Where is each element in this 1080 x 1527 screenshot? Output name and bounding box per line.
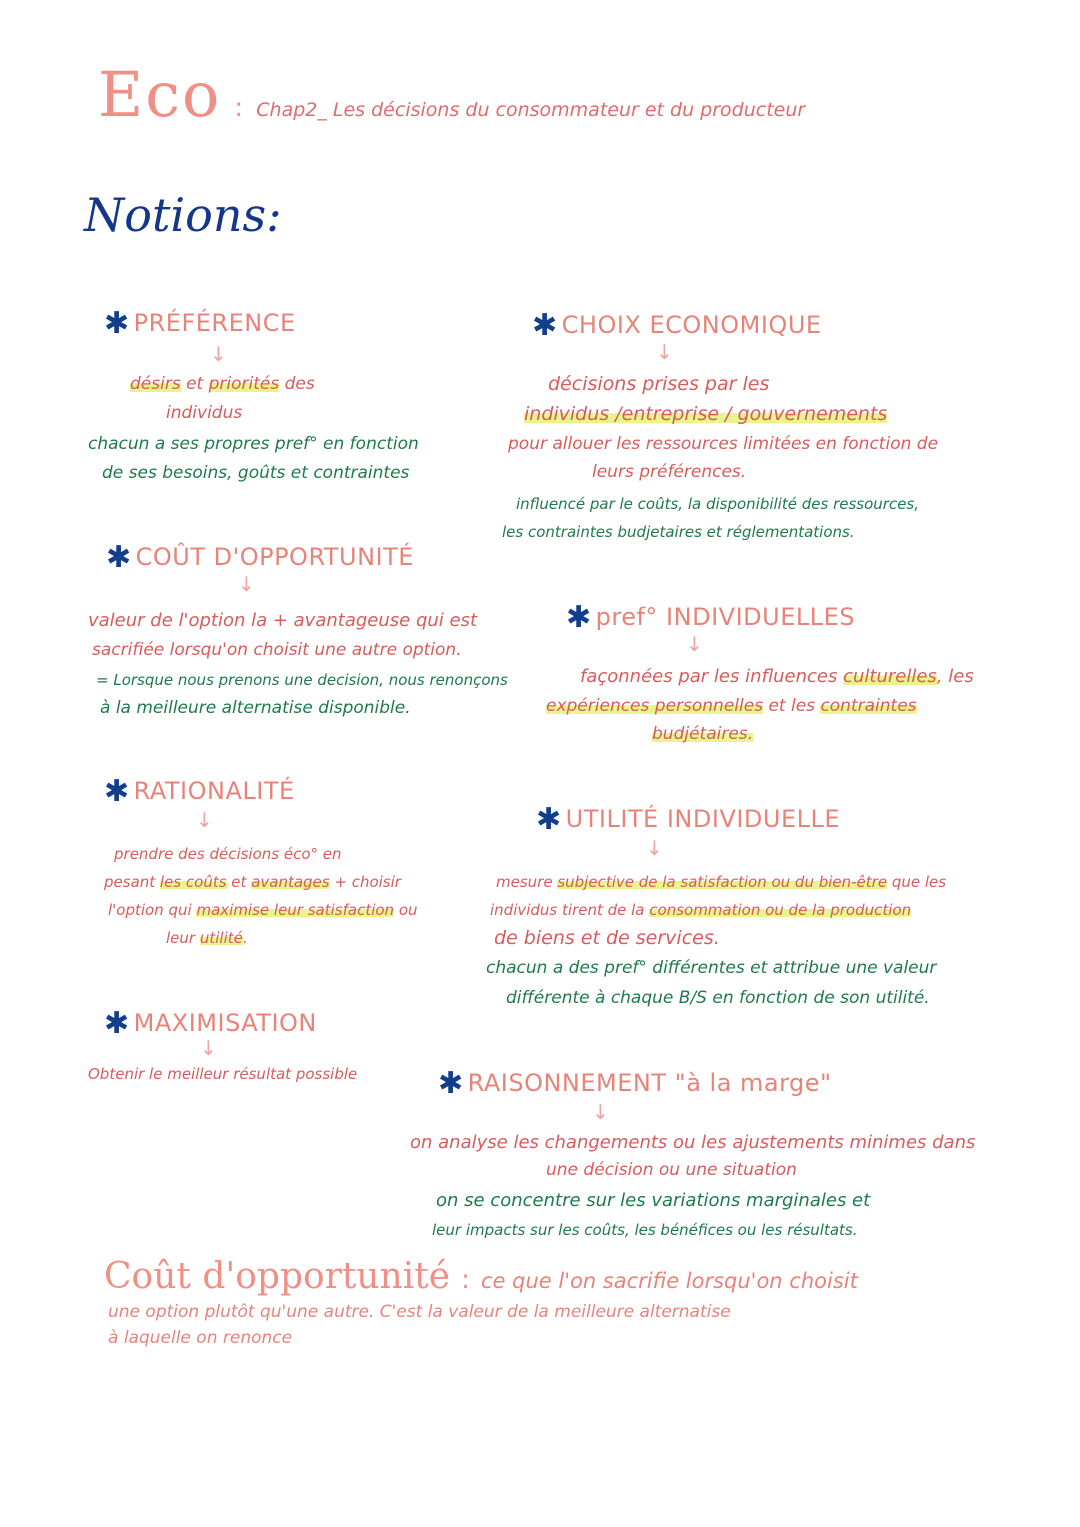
footer-term: Coût d'opportunité xyxy=(104,1256,451,1297)
utilite-title: UTILITÉ INDIVIDUELLE xyxy=(565,805,841,833)
text: , les xyxy=(936,666,974,687)
footer-def-line1: ce que l'on sacrifie lorsqu'on choisit xyxy=(480,1269,858,1293)
hl-subjective: subjective de la satisfaction ou du bien-être xyxy=(557,873,888,891)
asterisk-icon: ✱ xyxy=(566,600,592,635)
section-utilite xyxy=(536,802,840,837)
hl-desirs: désirs xyxy=(130,374,181,394)
hl-maximise: maximise leur satisfaction xyxy=(196,901,395,919)
choix-title: CHOIX ECONOMIQUE xyxy=(561,311,822,339)
title-colon: : xyxy=(234,93,244,123)
asterisk-icon: ✱ xyxy=(104,774,130,809)
arrow-down-icon: ↓ xyxy=(646,836,663,860)
raisonnement-line3: on se concentre sur les variations marginales et xyxy=(436,1190,871,1211)
hl-utilite: utilité xyxy=(199,929,243,947)
preference-note-line1: chacun a ses propres pref° en fonction xyxy=(88,434,419,454)
utilite-line1 xyxy=(496,868,946,896)
text: + choisir xyxy=(329,873,401,891)
text: . xyxy=(242,929,248,947)
title-eco: Eco xyxy=(98,58,222,131)
section-cout xyxy=(106,540,414,575)
hl-priorites: priorités xyxy=(208,374,280,394)
choix-line3: pour allouer les ressources limitées en fonction de xyxy=(508,434,939,454)
preference-def-line1 xyxy=(130,370,315,399)
hl-agents: individus /entreprise / gouvernements xyxy=(524,403,888,425)
chapter-subtitle: Chap2_ Les décisions du consommateur et du producteur xyxy=(256,99,806,121)
hl-avantages: avantages xyxy=(251,873,330,891)
rationalite-line4 xyxy=(166,924,248,952)
pref-ind-line2 xyxy=(546,692,917,721)
cout-line4: à la meilleure alternatise disponible. xyxy=(100,698,411,718)
pref-ind-line3 xyxy=(652,720,753,749)
utilite-line2 xyxy=(490,896,911,924)
choix-line1: décisions prises par les xyxy=(548,373,770,395)
hl-couts: les coûts xyxy=(159,873,227,891)
asterisk-icon: ✱ xyxy=(532,308,558,343)
arrow-down-icon: ↓ xyxy=(238,572,255,596)
cout-line2: sacrifiée lorsqu'on choisit une autre option. xyxy=(92,640,462,660)
notions-heading: Notions: xyxy=(84,188,282,242)
footer-definition xyxy=(104,1256,858,1297)
section-pref-individuelles xyxy=(566,600,855,635)
choix-line6: les contraintes budjetaires et réglementations. xyxy=(502,523,855,541)
hl-culturelles: culturelles xyxy=(843,666,937,687)
preference-def-line2: individus xyxy=(166,403,243,423)
text: façonnées par les influences xyxy=(580,666,844,687)
cout-line1: valeur de l'option la + avantageuse qui est xyxy=(88,610,478,631)
pref-ind-line1 xyxy=(580,662,974,691)
text: individus tirent de la xyxy=(490,901,650,919)
asterisk-icon: ✱ xyxy=(536,802,562,837)
rationalite-title: RATIONALITÉ xyxy=(133,777,295,805)
choix-line5: influencé par le coûts, la disponibilité des ressources, xyxy=(516,495,920,513)
arrow-down-icon: ↓ xyxy=(200,1036,217,1060)
raisonnement-line2: une décision ou une situation xyxy=(546,1160,797,1180)
text: et xyxy=(180,374,209,394)
raisonnement-title: RAISONNEMENT "à la marge" xyxy=(467,1069,832,1097)
pref-ind-title: pref° INDIVIDUELLES xyxy=(595,603,855,631)
section-choix xyxy=(532,308,822,343)
arrow-down-icon: ↓ xyxy=(656,340,673,364)
section-rationalite xyxy=(104,774,295,809)
section-raisonnement xyxy=(438,1066,832,1101)
raisonnement-line1: on analyse les changements ou les ajustements minimes dans xyxy=(410,1132,976,1153)
text: des xyxy=(279,374,315,394)
hl-budjetaires: budjétaires. xyxy=(652,724,754,744)
preference-note-line2: de ses besoins, goûts et contraintes xyxy=(102,463,410,483)
maximisation-line1: Obtenir le meilleur résultat possible xyxy=(88,1065,358,1083)
footer-def-line3: à laquelle on renonce xyxy=(108,1328,293,1348)
section-preference xyxy=(104,306,296,341)
rationalite-line1: prendre des décisions éco° en xyxy=(114,845,342,863)
utilite-line5: différente à chaque B/S en fonction de son utilité. xyxy=(506,988,930,1008)
rationalite-line3 xyxy=(108,896,418,924)
page-title xyxy=(98,58,805,131)
footer-def-line2: une option plutôt qu'une autre. C'est la valeur de la meilleure alternatise xyxy=(108,1302,731,1322)
arrow-down-icon: ↓ xyxy=(210,342,227,366)
text: que les xyxy=(887,873,947,891)
text: et xyxy=(226,873,252,891)
arrow-down-icon: ↓ xyxy=(196,808,213,832)
choix-line4: leurs préférences. xyxy=(592,462,747,482)
asterisk-icon: ✱ xyxy=(104,1006,130,1041)
cout-title: COÛT D'OPPORTUNITÉ xyxy=(135,543,414,571)
hl-contraintes: contraintes xyxy=(820,696,917,716)
utilite-line4: chacun a des pref° différentes et attribue une valeur xyxy=(486,958,937,978)
preference-title: PRÉFÉRENCE xyxy=(133,309,296,337)
asterisk-icon: ✱ xyxy=(438,1066,464,1101)
asterisk-icon: ✱ xyxy=(106,540,132,575)
maximisation-title: MAXIMISATION xyxy=(133,1009,317,1037)
footer-colon: : xyxy=(461,1265,470,1295)
rationalite-line2 xyxy=(104,868,401,896)
text: et les xyxy=(763,696,821,716)
cout-line3: = Lorsque nous prenons une decision, nous renonçons xyxy=(96,671,508,689)
arrow-down-icon: ↓ xyxy=(592,1100,609,1124)
text: ou xyxy=(394,901,418,919)
text: mesure xyxy=(496,873,558,891)
hl-experiences: expériences personnelles xyxy=(546,696,764,716)
arrow-down-icon: ↓ xyxy=(686,632,703,656)
hl-consommation: consommation ou de la production xyxy=(649,901,912,919)
asterisk-icon: ✱ xyxy=(104,306,130,341)
raisonnement-line4: leur impacts sur les coûts, les bénéfices ou les résultats. xyxy=(432,1221,858,1239)
text: leur xyxy=(166,929,200,947)
choix-line2 xyxy=(524,400,887,429)
text: l'option qui xyxy=(108,901,197,919)
utilite-line3: de biens et de services. xyxy=(494,927,720,949)
text: pesant xyxy=(104,873,160,891)
